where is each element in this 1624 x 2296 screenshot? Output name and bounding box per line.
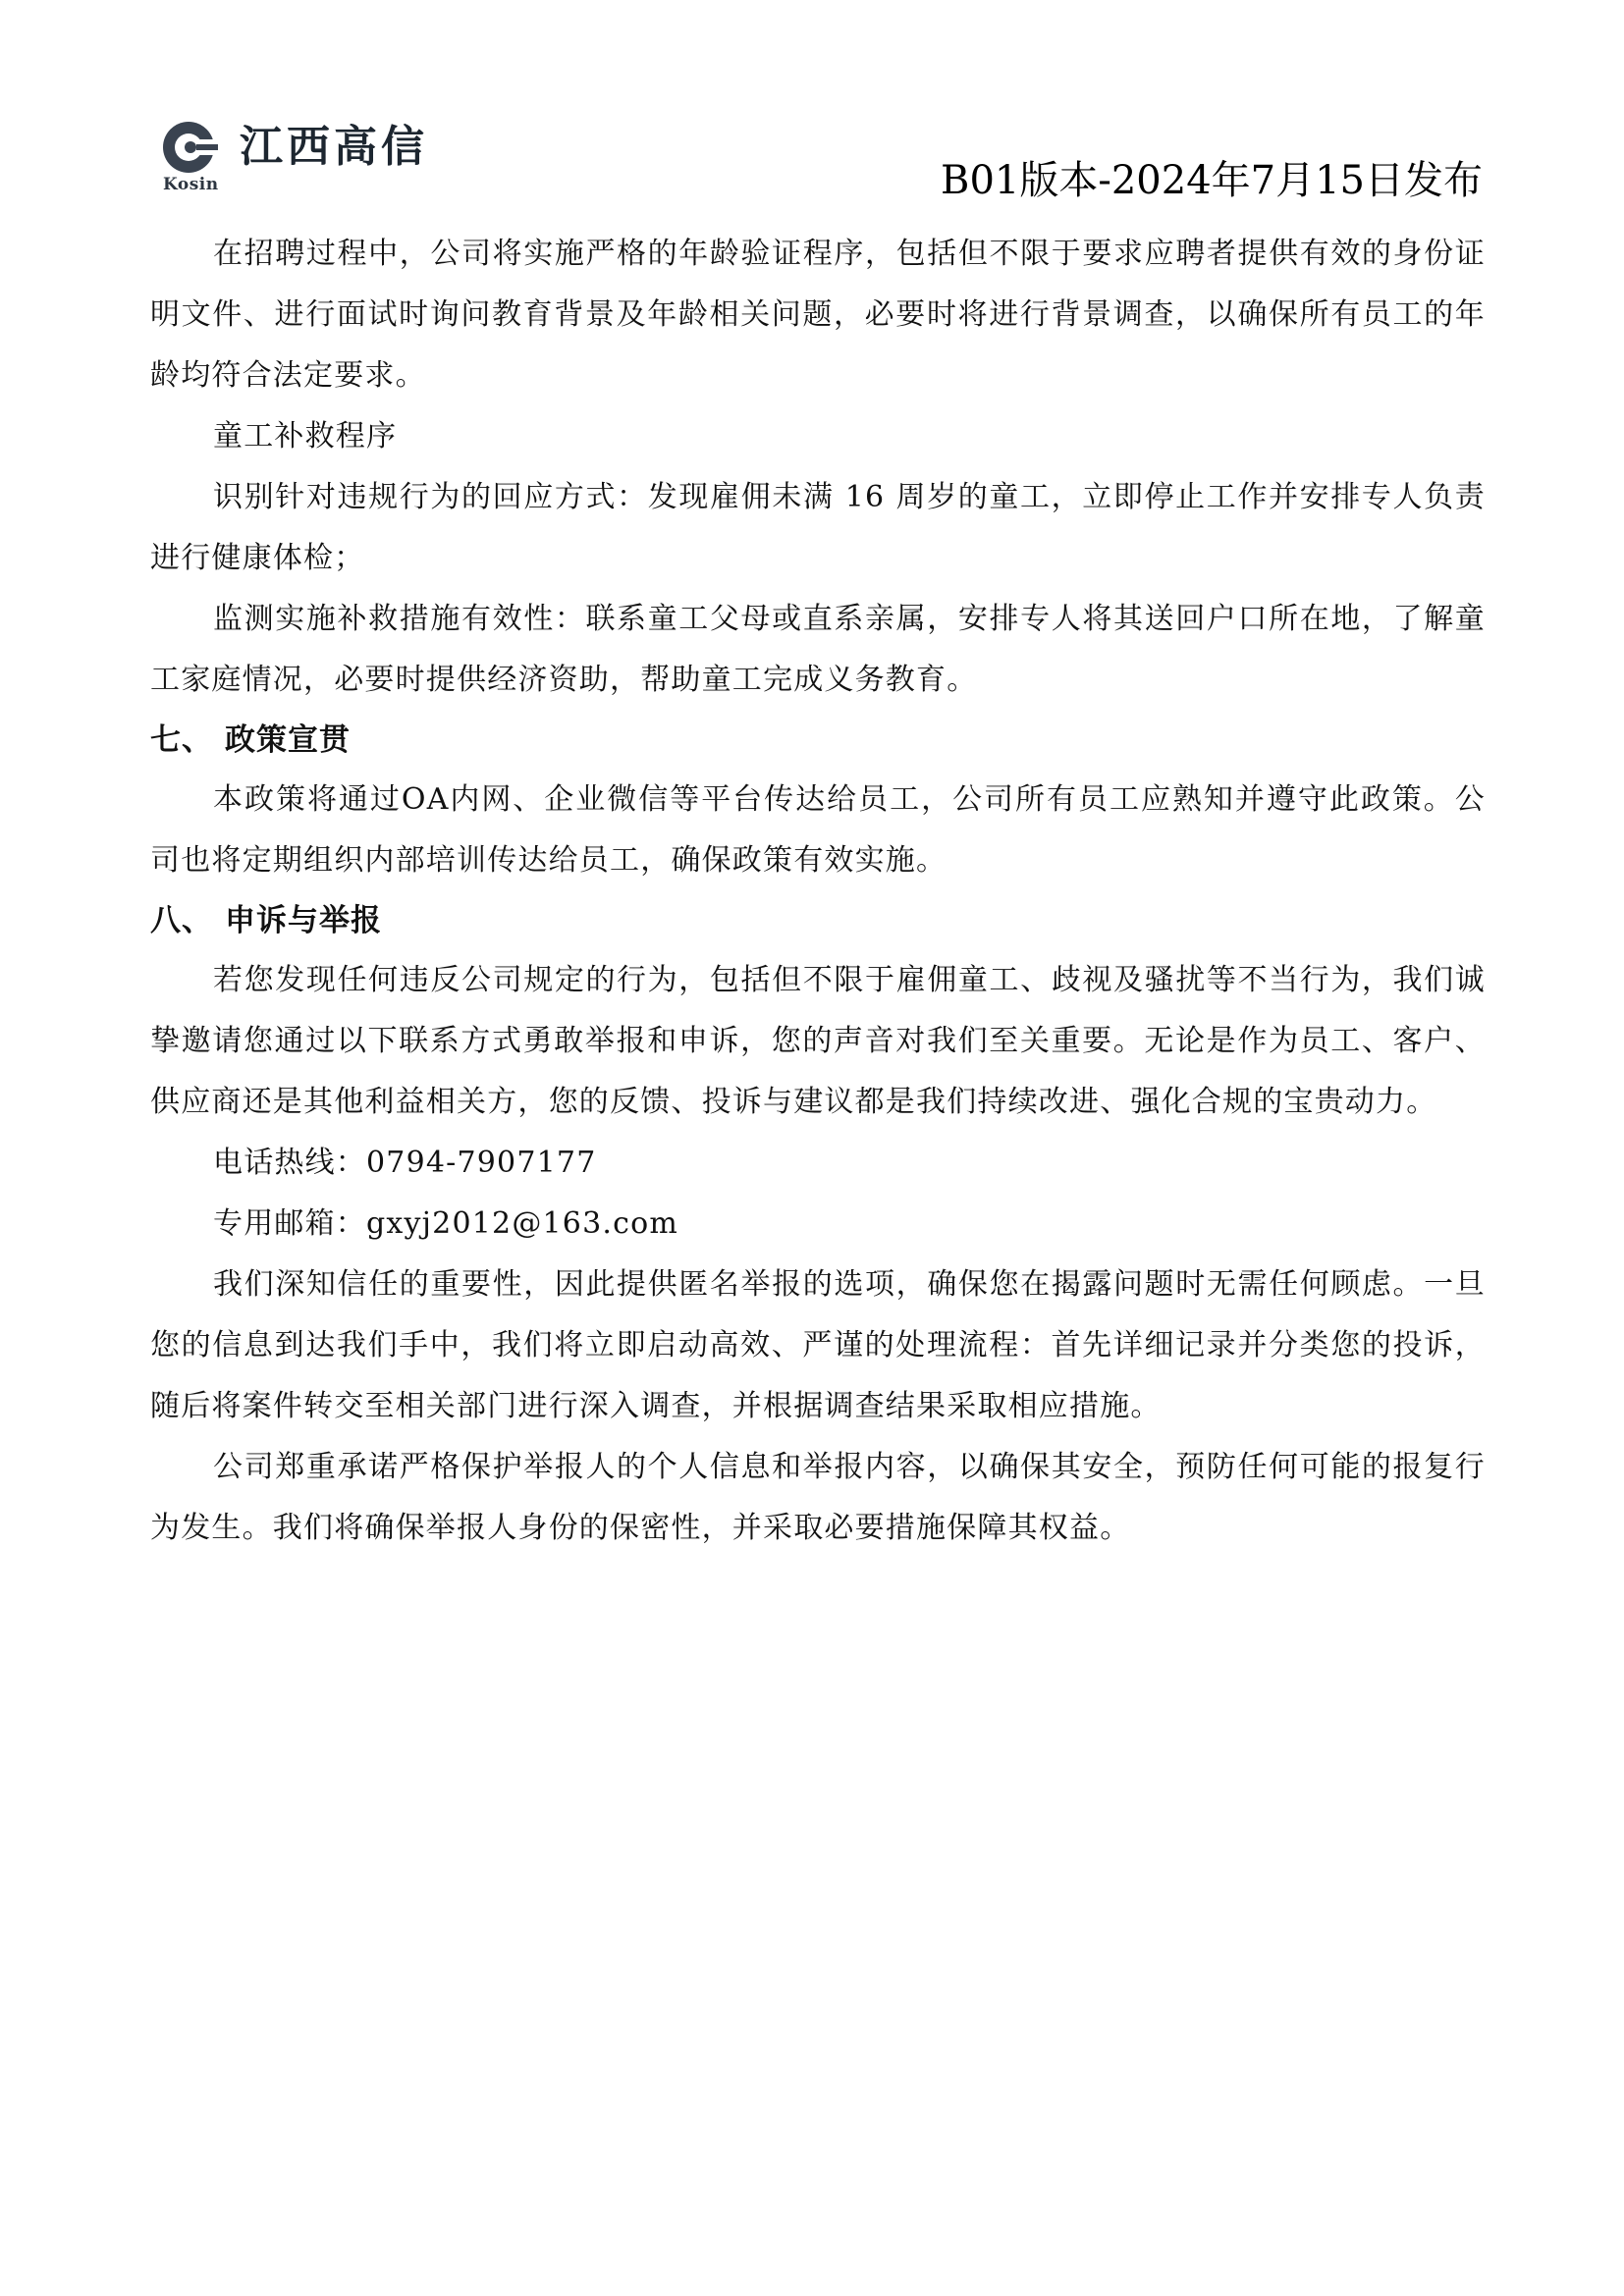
body-paragraph: 我们深知信任的重要性，因此提供匿名举报的选项，确保您在揭露问题时无需任何顾虑。一旦您的信息到达我们手中，我们将立即启动高效、严谨的处理流程：首先详细记录并分类您的投诉，随后将案件转交至相关部门进行深入调查，并根据调查结果采取相应措施。 (150, 1267, 1486, 1423)
body-paragraph: 电话热线：0794-7907177 (213, 1146, 597, 1180)
section-number: 七、 (150, 722, 213, 758)
section-heading (150, 711, 1486, 770)
body-paragraph: 识别针对违规行为的回应方式：发现雇佣未满 16 周岁的童工，立即停止工作并安排专人负责进行健康体检； (150, 480, 1486, 575)
body-paragraph: 公司郑重承诺严格保护举报人的个人信息和举报内容，以确保其安全，预防任何可能的报复行为发生。我们将确保举报人身份的保密性，并采取必要措施保障其权益。 (150, 1450, 1486, 1545)
logo-subtitle: Kosin (163, 175, 219, 194)
section-title: 申诉与举报 (225, 903, 382, 938)
body-paragraph: 若您发现任何违反公司规定的行为，包括但不限于雇佣童工、歧视及骚扰等不当行为，我们诚挚邀请您通过以下联系方式勇敢举报和申诉，您的声音对我们至关重要。无论是作为员工、客户、供应商还是其他利益相关方，您的反馈、投诉与建议都是我们持续改进、强化合规的宝贵动力。 (150, 963, 1486, 1119)
section-title: 政策宣贯 (225, 722, 351, 758)
page-header (157, 118, 1492, 206)
version-release-date: B01版本-2024年7月15日发布 (941, 158, 1483, 203)
body-paragraph: 童工补救程序 (213, 419, 398, 454)
section-number: 八、 (150, 903, 213, 938)
logo-company-name: 江西高信 (240, 122, 428, 172)
body-paragraph: 监测实施补救措施有效性：联系童工父母或直系亲属，安排专人将其送回户口所在地，了解童工家庭情况，必要时提供经济资助，帮助童工完成义务教育。 (150, 602, 1486, 697)
kosin-logo-icon (157, 118, 220, 181)
body-paragraph: 本政策将通过OA内网、企业微信等平台传达给员工，公司所有员工应熟知并遵守此政策。公司也将定期组织内部培训传达给员工，确保政策有效实施。 (150, 782, 1486, 878)
company-logo (157, 118, 432, 196)
body-paragraph: 在招聘过程中，公司将实施严格的年龄验证程序，包括但不限于要求应聘者提供有效的身份证明文件、进行面试时询问教育背景及年龄相关问题，必要时将进行背景调查，以确保所有员工的年龄均符合法定要求。 (150, 237, 1486, 393)
section-heading (150, 891, 1486, 950)
body-paragraph: 专用邮箱：gxyj2012@163.com (213, 1206, 679, 1241)
document-body (150, 224, 1486, 1559)
